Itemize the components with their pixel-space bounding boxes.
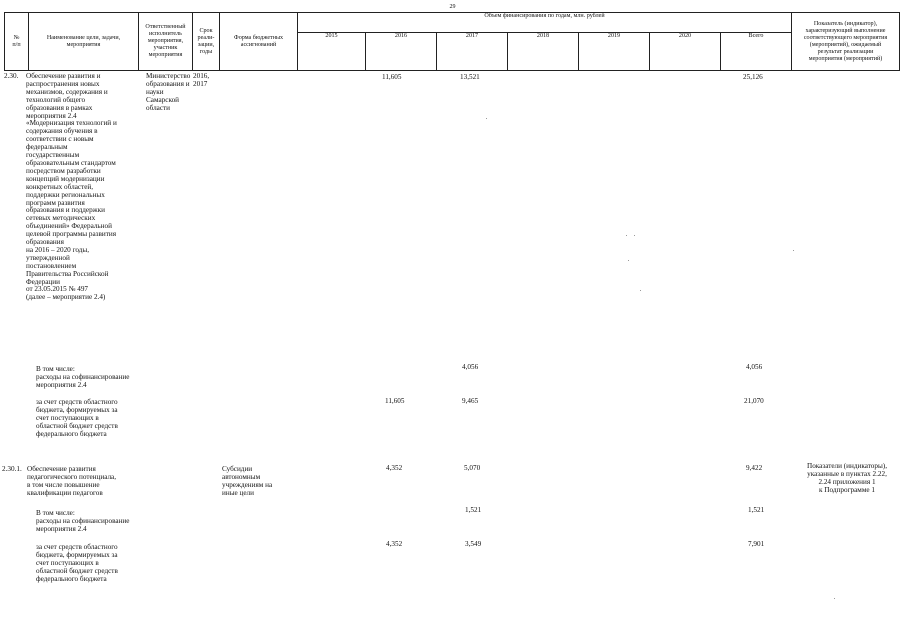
- value-2017: 4,056: [462, 363, 479, 371]
- header-year-2019: 2019: [579, 33, 650, 71]
- row-form: Субсидии автономным учреждениям на иные цели: [222, 465, 273, 497]
- row-number: 2.30.1.: [2, 465, 22, 473]
- header-year-2015: 2015: [298, 33, 366, 71]
- row-name: за счет средств областного бюджета, формируемых за счет поступающих в областной бюджет средств федерального бюджета: [36, 398, 118, 438]
- value-2016: 11,605: [382, 73, 402, 81]
- value-2016: 4,352: [386, 540, 403, 548]
- row-number: 2.30.: [4, 72, 19, 80]
- value-total: 9,422: [746, 464, 763, 472]
- header-num: № п/п: [5, 13, 29, 71]
- value-2017: 1,521: [465, 506, 482, 514]
- header-year-2020: 2020: [650, 33, 721, 71]
- header-executor: Ответственный исполнитель мероприятия, участник мероприятия: [139, 13, 193, 71]
- value-total: 21,070: [744, 397, 764, 405]
- header-indicator: Показатель (индикатор), характеризующий выполнение соответствующего мероприятия (мероприятий), ожидаемый результат реализации мероприятия (мероприятий): [792, 13, 900, 71]
- header-year-2018: 2018: [508, 33, 579, 71]
- page-number: 29: [449, 4, 456, 10]
- header-year-2016: 2016: [366, 33, 437, 71]
- value-2017: 13,521: [460, 73, 480, 81]
- value-total: 25,126: [743, 73, 763, 81]
- value-2016: 4,352: [386, 464, 403, 472]
- value-total: 1,521: [748, 506, 765, 514]
- scan-speck: [634, 235, 635, 236]
- value-2017: 3,549: [465, 540, 482, 548]
- scan-speck: [834, 598, 835, 599]
- row-name: за счет средств областного бюджета, формируемых за счет поступающих в областной бюджет средств федерального бюджета: [36, 543, 118, 583]
- header-name: Наименование цели, задачи, мероприятия: [29, 13, 139, 71]
- header-form: Форма бюджетных ассигнований: [220, 13, 298, 71]
- row-executor: Министерство образования и науки Самарской области: [146, 72, 191, 112]
- value-2016: 11,605: [385, 397, 405, 405]
- scan-speck: [628, 260, 629, 261]
- row-term: 2016, 2017: [193, 72, 210, 88]
- value-2017: 9,465: [462, 397, 479, 405]
- scan-speck: [626, 235, 627, 236]
- table-header: [4, 12, 900, 71]
- row-name: В том числе: расходы на софинансирование мероприятия 2.4: [36, 365, 130, 389]
- header-total: Всего: [721, 33, 792, 71]
- row-indicator: Показатели (индикаторы), указанные в пунктах 2.22, 2.24 приложения 1 к Подпрограмме 1: [807, 462, 887, 494]
- header-funding: Объем финансирования по годам, млн. рублей: [298, 13, 792, 33]
- value-total: 4,056: [746, 363, 763, 371]
- scan-speck: [640, 290, 641, 291]
- row-name: В том числе: расходы на софинансирование мероприятия 2.4: [36, 509, 130, 533]
- header-term: Срок реали- зации, годы: [193, 13, 220, 71]
- scan-speck: [486, 118, 487, 119]
- header-year-2017: 2017: [437, 33, 508, 71]
- scan-speck: [793, 250, 794, 251]
- row-name: Обеспечение развития педагогического потенциала, в том числе повышение квалификации педагогов: [27, 465, 117, 497]
- row-name: Обеспечение развития и распространения новых механизмов, содержания и технологий общего образования в рамках мероприятия 2.4 «Модернизация технологий и содержания обучения в соответствии с новым федеральным государственным образовательным стандартом посредством разработки концепций модернизации конкретных областей, поддержки региональных программ развития образования и поддержки сетевых методических объединений» Федеральной целевой программы развития образования на 2016 – 2020 годы, утвержденной постановлением Правительства Российской Федерации от 23.05.2015 № 497 (далее – мероприятие 2.4): [26, 72, 117, 302]
- value-2017: 5,070: [464, 464, 481, 472]
- value-total: 7,901: [748, 540, 765, 548]
